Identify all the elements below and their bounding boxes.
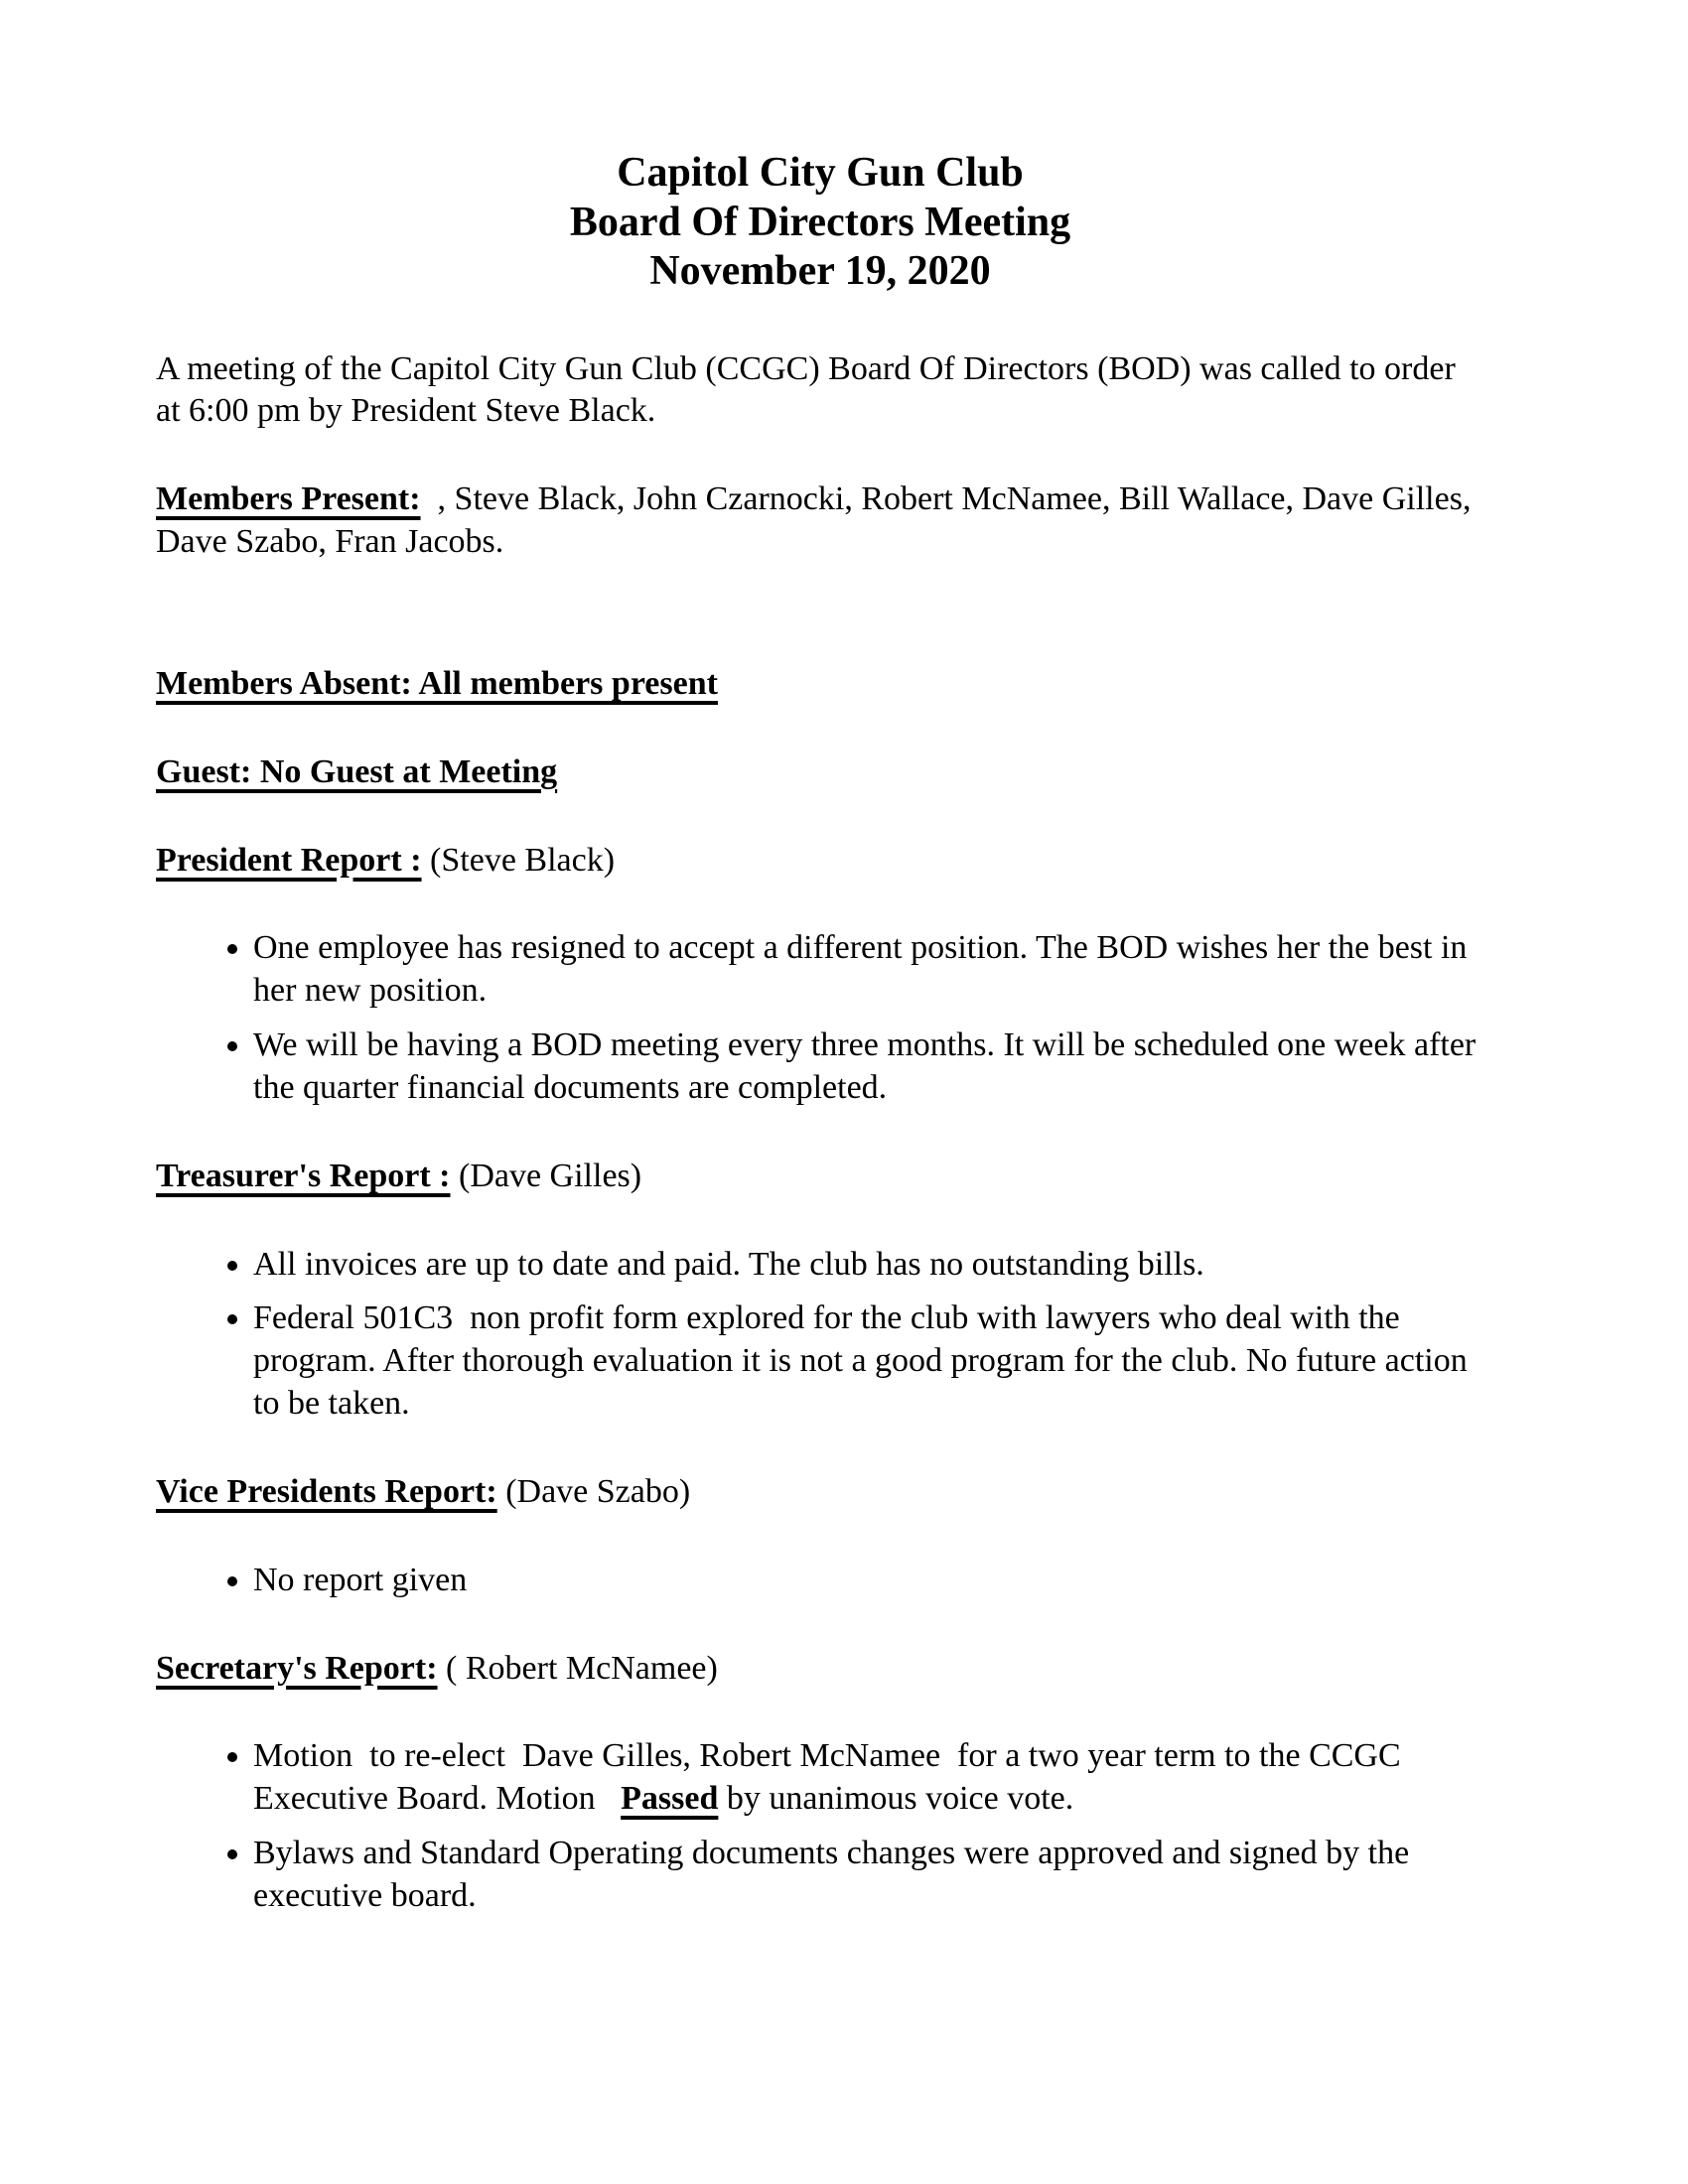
motion-text-after: by unanimous voice vote. bbox=[718, 1780, 1074, 1818]
motion-passed-label: Passed bbox=[621, 1780, 719, 1818]
president-report-bullets bbox=[156, 927, 1484, 1109]
title-line-meeting-name: Board Of Directors Meeting bbox=[569, 199, 1071, 245]
vice-presidents-report-heading bbox=[156, 1471, 1484, 1514]
bullet-bylaws-approved: • Bylaws and Standard Operating documents changes were approved and signed by the executive board. bbox=[253, 1833, 1484, 1918]
secretary-report-person: ( Robert McNamee) bbox=[437, 1649, 718, 1687]
president-report-label: President Report : bbox=[156, 841, 422, 879]
secretary-report-label: Secretary's Report: bbox=[156, 1649, 438, 1687]
bullet-employee-resigned: • One employee has resigned to accept a different position. The BOD wishes her the best in her new position. bbox=[253, 927, 1484, 1013]
treasurer-report-heading bbox=[156, 1156, 1484, 1198]
treasurer-report-label: Treasurer's Report : bbox=[156, 1157, 451, 1194]
treasurer-report-bullets bbox=[156, 1244, 1484, 1426]
treasurer-report-person: (Dave Gilles) bbox=[450, 1157, 642, 1194]
intro-paragraph: A meeting of the Capitol City Gun Club (CCGC) Board Of Directors (BOD) was called to order at 6:00 pm by President Steve Black. bbox=[156, 349, 1465, 430]
guest-line: Guest: No Guest at Meeting bbox=[156, 752, 558, 790]
members-present-line bbox=[156, 478, 1484, 564]
secretary-report-heading bbox=[156, 1648, 1484, 1691]
document-title bbox=[156, 149, 1484, 297]
president-report-heading bbox=[156, 840, 1484, 883]
vice-presidents-report-bullets bbox=[156, 1560, 1484, 1602]
members-present-label: Members Present: bbox=[156, 480, 421, 518]
motion-text-before: Motion to re-elect Dave Gilles, Robert McNamee for a two year term to the CCGC Executive Board. Motion bbox=[253, 1737, 1410, 1818]
members-present-names: , Steve Black, John Czarnocki, Robert McNamee, Bill Wallace, Dave Gilles, Dave Szabo, Fran Jacobs. bbox=[156, 480, 1479, 561]
vice-presidents-report-person: (Dave Szabo) bbox=[496, 1472, 691, 1510]
bullet-no-report-given: • No report given bbox=[253, 1560, 1484, 1602]
vice-presidents-report-label: Vice Presidents Report: bbox=[156, 1472, 497, 1510]
bullet-federal-501c3: • Federal 501C3 non profit form explored for the club with lawyers who deal with the program. After thorough evaluation it is not a good program for the club. No future action to be taken. bbox=[253, 1297, 1484, 1425]
members-absent-line: Members Absent: All members present bbox=[156, 664, 718, 702]
title-line-date: November 19, 2020 bbox=[649, 248, 991, 295]
bullet-motion-reelect bbox=[253, 1735, 1484, 1821]
president-report-person: (Steve Black) bbox=[421, 841, 616, 879]
title-line-club-name: Capitol City Gun Club bbox=[617, 150, 1024, 196]
bullet-bod-meeting-schedule: • We will be having a BOD meeting every three months. It will be scheduled one week after the quarter financial documents are completed. bbox=[253, 1024, 1484, 1110]
bullet-invoices-paid: • All invoices are up to date and paid. The club has no outstanding bills. bbox=[253, 1244, 1484, 1287]
secretary-report-bullets bbox=[156, 1735, 1484, 1917]
